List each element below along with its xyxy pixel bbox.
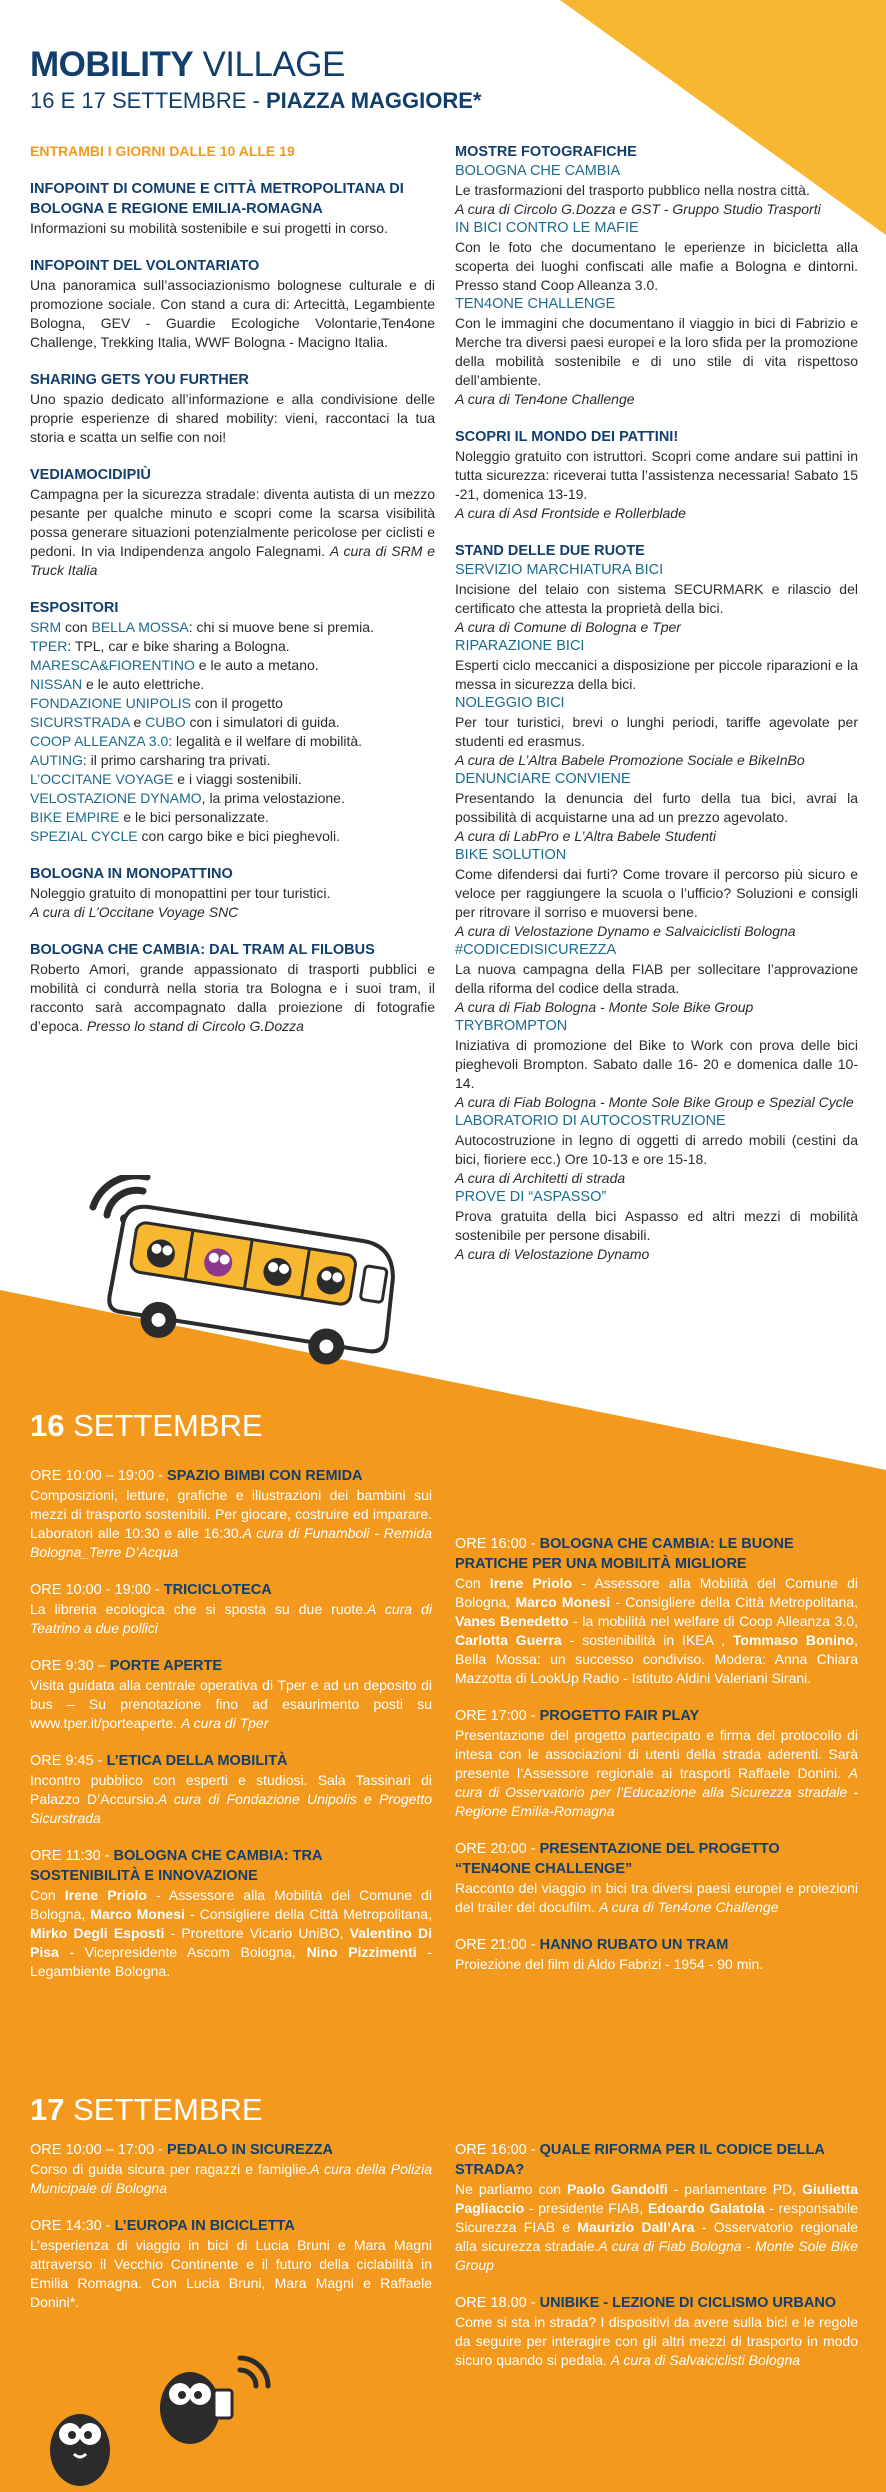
exhibitor-item [30,770,435,789]
event-heading [455,1935,858,1955]
event-heading [455,2140,858,2180]
mascot-illustration [40,2350,300,2490]
exhibitor-item [30,713,435,732]
section-mostre [455,142,858,409]
event-text [455,1879,858,1917]
sub-text: Autocostruzione in legno di oggetti di arredo mobili (cestini da bici, fioriere ecc.) Ore 10-13 e ore 15-18. [455,1132,858,1167]
event-time: ORE 9:45 - [30,1753,107,1769]
event-item [455,1534,858,1688]
section-heading: SHARING GETS YOU FURTHER [30,372,249,388]
event-title: PORTE APERTE [109,1658,223,1674]
sub-item [455,561,858,637]
event-title: UNIBIKE - LEZIONE DI CICLISMO URBANO [539,2295,837,2311]
exhibitor-text: , la prima velostazione. [201,790,345,806]
sub-heading: PROVE DI “ASPASSO” [455,1189,607,1205]
event-text [30,1886,432,1981]
event-item [455,1706,858,1821]
exhibitor-text: e le bici personalizzate. [119,809,269,825]
exhibitor-item [30,675,435,694]
event-title: PROGETTO FAIR PLAY [539,1708,700,1724]
section-heading: ESPOSITORI [30,600,119,616]
event-time: ORE 16:00 - [455,2142,540,2158]
exhibitor-item [30,732,435,751]
sub-item [455,694,858,770]
exhibitor-name: CUBO [145,714,186,730]
sub-text: Con le foto che documentano le eperienze in bicicletta alla scoperta dei luoghi confiscati alle mafie a Bologna e dintorni. Presso stand Coop Alleanza 3.0. [455,239,858,293]
credit: A cura de L’Altra Babele Promozione Sociale e BikeInBo [455,752,805,768]
event-description: La libreria ecologica che si sposta su due ruote. [30,1601,367,1617]
credit: A cura di Velostazione Dynamo e Salvaiciclisti Bologna [455,923,796,939]
section-sharing [30,370,435,447]
event-text [30,1600,432,1638]
credit: A cura di Ten4one Challenge [598,1899,779,1915]
sub-heading: #CODICEDISICUREZZA [455,942,617,958]
event-description: Ne parliamo con Paolo Gandolfi - parlamentare PD, Giulietta Pagliaccio - presidente FIAB, Edoardo Galatola - responsabile Sicurezza FIAB e Maurizio Dall’Ara - Osservatorio regionale alla sicurezza stradale. [455,2181,859,2254]
event-time: ORE 16:00 - [455,1536,540,1552]
section-heading: VEDIAMOCIDIPIÙ [30,467,151,483]
event-time: ORE 10:00 – 19:00 - [30,1468,168,1484]
exhibitor-name: BELLA MOSSA [91,619,189,635]
sub-item [455,295,858,409]
sub-text: La nuova campagna della FIAB per sollecitare l’approvazione della riforma del codice della strada. [455,961,858,996]
event-heading [455,2293,858,2313]
exhibitor-name: NISSAN [30,676,83,692]
event-heading [30,2140,432,2160]
credit: A cura di Fiab Bologna - Monte Sole Bike Group e Spezial Cycle [455,1094,854,1110]
event-item [30,1656,432,1733]
section-heading: MOSTRE FOTOGRAFICHE [455,144,637,160]
section-heading: STAND DELLE DUE RUOTE [455,543,645,559]
exhibitor-item [30,694,435,713]
exhibitor-name: BIKE EMPIRE [30,809,120,825]
event-description: Incontro pubblico con esperti e studiosi. Sala Tassinari di Palazzo D’Accursio. [30,1772,432,1807]
sub-heading: BIKE SOLUTION [455,847,567,863]
event-time: ORE 9:30 – [30,1658,110,1674]
event-title: HANNO RUBATO UN TRAM [539,1937,729,1953]
exhibitor-name: FONDAZIONE UNIPOLIS [30,695,192,711]
section-infopoint-volontariato [30,256,435,352]
section-espositori [30,598,435,846]
event-text [455,1955,858,1974]
sub-item [455,846,858,941]
day-16-right-events [455,1534,858,1992]
credit: A cura di Fiab Bologna - Monte Sole Bike Group [455,2238,858,2273]
exhibitor-item [30,751,435,770]
exhibitor-text: con i simulatori di guida. [185,714,340,730]
event-title: PEDALO IN SICUREZZA [167,2142,333,2158]
sub-item [455,219,858,295]
section-text: Noleggio gratuito di monopattini per tour turistici. [30,885,331,901]
exhibitor-name: TPER [30,638,68,654]
sub-heading: BOLOGNA CHE CAMBIA [455,163,621,179]
exhibitor-text: e i viaggi sostenibili. [173,771,302,787]
event-heading [455,1706,858,1726]
exhibitor-item [30,789,435,808]
section-vediamoci [30,465,435,580]
credit: A cura di Ten4one Challenge [455,391,635,407]
event-time: ORE 11:30 - [30,1848,114,1864]
exhibitor-text: e le auto a metano. [194,657,319,673]
event-item [30,1466,432,1562]
event-title: QUALE RIFORMA PER IL CODICE DELLA STRADA? [455,2142,825,2178]
day-16-heading: 16 SETTEMBRE [30,1408,263,1443]
exhibitor-name: SRM [30,619,62,635]
section-tram [30,940,435,1036]
credit: A cura di Circolo G.Dozza e GST - Gruppo Studio Trasporti [455,201,821,217]
sub-heading: LABORATORIO DI AUTOCOSTRUZIONE [455,1113,726,1129]
event-time: ORE 20:00 - [455,1841,540,1857]
exhibitor-text: : TPL, car e bike sharing a Bologna. [67,638,290,654]
event-description: Corso di guida sicura per ragazzi e famiglie. [30,2161,311,2177]
section-heading: SCOPRI IL MONDO DEI PATTINI! [455,429,679,445]
event-dates: 16 E 17 SETTEMBRE - PIAZZA MAGGIORE* [30,88,482,113]
exhibitor-text: con cargo bike e bici pieghevoli. [137,828,340,844]
event-item [455,2293,858,2370]
sub-heading: TEN4ONE CHALLENGE [455,296,616,312]
sub-heading: TRYBROMPTON [455,1018,568,1034]
exhibitor-text: : legalità e il welfare di mobilità. [168,733,363,749]
sub-heading: IN BICI CONTRO LE MAFIE [455,220,639,236]
day-17-heading: 17 SETTEMBRE [30,2092,263,2127]
event-description: Con Irene Priolo - Assessore alla Mobilità del Comune di Bologna, Marco Monesi - Consigliere della Città Metropolitana, Vanes Benedetto - la mobilità nel welfare di Coop Alleanza 3.0, Carlotta Guerra - sostenibilità in IKEA , Tommaso Bonino, Bella Mossa: un successo condiviso. Modera: Anna Chiara Mazzotta di LookUp Radio - Istituto Aldini Valeriani Sirani. [455,1575,858,1686]
credit: A cura di Fondazione Unipolis e Progetto Sicurstrada [30,1791,432,1826]
event-text [30,2236,432,2312]
event-text [455,2313,858,2370]
event-time: ORE 17:00 - [455,1708,540,1724]
section-text: Una panoramica sull’associazionismo bolognese culturale e di promozione sociale. Con stand a cura di: Artecittà, Legambiente Bologna, GEV - Guardie Ecologiche Volontarie,Ten4one Challenge, Trekking Italia, WWF Bologna - Macigno Italia. [30,277,435,350]
owl-mascot-icon [50,2414,110,2486]
event-heading [30,1656,432,1676]
event-text [455,2180,858,2275]
event-heading [30,1580,432,1600]
event-text [30,1771,432,1828]
event-description: Proiezione del film di Aldo Fabrizi - 1954 - 90 min. [455,1956,764,1972]
event-description: L’esperienza di viaggio in bici di Lucia Bruni e Mara Magni attraverso il Vecchio Continente e il futuro della ciclabilità in Emilia Romagna. Con Lucia Bruni, Mara Magni e Raffaele Donini*. [30,2237,432,2310]
section-heading: INFOPOINT DEL VOLONTARIATO [30,258,260,274]
exhibitor-name: SPEZIAL CYCLE [30,828,138,844]
event-description: Con Irene Priolo - Assessore alla Mobilità del Comune di Bologna, Marco Monesi - Consigliere della Città Metropolitana, Mirko Degli Esposti - Prorettore Vicario UniBO, Valentino Di Pisa - Vicepresidente Ascom Bologna, Nino Pizzimenti - Legambiente Bologna. [30,1887,432,1979]
credit: A cura di Teatrino a due pollici [30,1601,433,1636]
credit: A cura di Velostazione Dynamo [455,1246,650,1262]
credit: A cura di L’Occitane Voyage SNC [30,904,239,920]
section-heading: BOLOGNA IN MONOPATTINO [30,866,233,882]
exhibitor-text: e le auto elettriche. [82,676,205,692]
sub-text: Con le immagini che documentano il viaggio in bici di Fabrizio e Merche tra diversi paesi europei e la loro sfida per la promozione della mobilità sostenibile e di uno stile di vita rispettoso dell’ambiente. [455,315,858,388]
credit: A cura di Fiab Bologna - Monte Sole Bike Group [455,999,754,1015]
section-ruote [455,541,858,1264]
exhibitor-list [30,618,435,846]
sub-text: Presentando la denuncia del furto della tua bici, avrai la possibilità di acquistarne una ad un prezzo agevolato. [455,790,858,825]
credit: A cura di LabPro e L’Altra Babele Studenti [455,828,716,844]
section-text: Uno spazio dedicato all’informazione e alla condivisione delle proprie esperienze di shared mobility: vieni, raccontaci la tua storia e scatta un selfie con noi! [30,391,435,445]
sub-text: Iniziativa di promozione del Bike to Work con prova delle bici pieghevoli Brompton. Sabato dalle 16- 20 e domenica dalle 10-14. [455,1037,858,1091]
day-17-right-events [455,2140,858,2388]
event-heading [455,1534,858,1574]
exhibition-list [455,162,858,409]
exhibitor-item [30,637,435,656]
event-title: L’EUROPA IN BICICLETTA [114,2218,295,2234]
event-title: L’ETICA DELLA MOBILITÀ [106,1753,288,1769]
event-item [30,2140,432,2198]
exhibitor-item [30,827,435,846]
section-text: Campagna per la sicurezza stradale: diventa autista di un mezzo pesante per qualche minuto e scopri come la scarsa visibilità possa generare situazioni potenzialmente pericolose per ciclisti e pedoni. In via Indipendenza angolo Falegnami. A cura di SRM e Truck Italia [30,486,435,578]
section-text: Informazioni su mobilità sostenibile e sui progetti in corso. [30,220,388,236]
event-item [30,2216,432,2312]
sub-text: Prova gratuita della bici Aspasso ed altri mezzi di mobilità sostenibile per persone disabili. [455,1208,858,1243]
event-time: ORE 10:00 - 19:00 - [30,1582,164,1598]
sub-item [455,1188,858,1264]
event-title: BOLOGNA CHE CAMBIA: TRA SOSTENIBILITÀ E INNOVAZIONE [30,1848,322,1884]
sub-text: Per tour turistici, brevi o lunghi periodi, tariffe agevolate per studenti ed erasmus. [455,714,858,749]
section-heading: BOLOGNA CHE CAMBIA: DAL TRAM AL FILOBUS [30,942,375,958]
exhibitor-text: con il progetto [191,695,283,711]
exhibitor-name: AUTING [30,752,83,768]
credit: A cura della Polizia Municipale di Bologna [30,2161,432,2196]
event-item [30,1751,432,1828]
event-heading [30,1846,432,1886]
owl-mascot-icon [160,2372,232,2444]
exhibitor-text: : il primo carsharing tra privati. [82,752,271,768]
sub-item [455,770,858,846]
event-text [30,1486,432,1562]
event-description: Visita guidata alla centrale operativa di Tper e ad un deposito di bus – Su prenotazione fino ad esaurimento posti su www.tper.it/porteaperte. [30,1677,432,1731]
event-time: ORE 21:00 - [455,1937,540,1953]
credit: A cura di Osservatorio per l’Educazione alla Sicurezza stradale - Regione Emilia-Romagna [455,1765,858,1819]
event-heading [30,1466,432,1486]
event-text [455,1574,858,1688]
sub-item [455,162,858,219]
event-text [455,1726,858,1821]
credit: A cura di SRM e Truck Italia [30,543,435,578]
event-title: PRESENTAZIONE DEL PROGETTO “TEN4ONE CHALLENGE” [455,1841,780,1877]
bike-stand-list [455,561,858,1264]
right-column [455,142,858,1282]
sub-text: Le trasformazioni del trasporto pubblico nella nostra città. [455,182,810,198]
event-item [455,1935,858,1974]
sub-heading: NOLEGGIO BICI [455,695,565,711]
event-description: Composizioni, letture, grafiche e illustrazioni dei bambini sui mezzi di trasporto sostenibili. Per giocare, costruire ed imparare. Laboratori alle 10:30 e alle 16:30. [30,1487,432,1541]
both-days-label: ENTRAMBI I GIORNI DALLE 10 ALLE 19 [30,143,295,159]
wifi-icon [240,2358,268,2386]
sub-text: Come difendersi dai furti? Come trovare il percorso più sicuro e veloce per raggiungere la scuola o l’ufficio? Soluzioni e consigli per ritrovare il sorriso e muoversi bene. [455,866,858,920]
event-time: ORE 10:00 – 17:00 - [30,2142,168,2158]
event-time: ORE 14:30 - [30,2218,115,2234]
exhibitor-name: MARESCA&FIORENTINO [30,657,195,673]
event-item [455,2140,858,2275]
event-item [30,1580,432,1638]
left-column [30,142,435,1054]
event-item [455,1839,858,1917]
sub-heading: RIPARAZIONE BICI [455,638,585,654]
event-heading [30,1751,432,1771]
credit: A cura di Funamboli - Remida Bologna_Terre D’Acqua [30,1525,432,1560]
sub-item [455,637,858,694]
credit: Presso lo stand di Circolo G.Dozza [86,1018,304,1034]
exhibitor-text: : chi si muove bene si premia. [188,619,374,635]
day-17-left-events [30,2140,432,2330]
event-heading [455,1839,858,1879]
section-infopoint-comune [30,179,435,238]
day-16-left-events [30,1466,432,1999]
event-title: TRICICLOTECA [163,1582,272,1598]
exhibitor-item [30,656,435,675]
event-description: Come si sta in strada? I dispositivi da avere sulla bici e le regole da seguire per interagire con gli altri mezzi di trasporto in modo sicuro quando si pedala. [455,2314,858,2368]
credit: A cura di Salvaiciclisti Bologna [610,2352,801,2368]
event-time: ORE 18.00 - [455,2295,540,2311]
section-text: Roberto Amori, grande appassionato di trasporti pubblici e mobilità ci condurrà nella storia tra Bologna e i suoi tram, il racconto sarà accompagnato dalla proiezione di fotografie d’epoca. Presso lo stand di Circolo G.Dozza [30,961,435,1034]
exhibitor-text: con [61,619,92,635]
exhibitor-item [30,618,435,637]
exhibitor-name: COOP ALLEANZA 3.0 [30,733,169,749]
sub-item [455,1017,858,1112]
page-title: MOBILITY VILLAGE [30,45,345,84]
event-title: BOLOGNA CHE CAMBIA: LE BUONE PRATICHE PER UNA MOBILITÀ MIGLIORE [455,1536,794,1572]
section-pattini [455,427,858,523]
section-heading: INFOPOINT DI COMUNE E CITTÀ METROPOLITANA DI BOLOGNA E REGIONE EMILIA-ROMAGNA [30,181,404,217]
exhibitor-name: L’OCCITANE VOYAGE [30,771,174,787]
event-item [30,1846,432,1981]
sub-heading: SERVIZIO MARCHIATURA BICI [455,562,664,578]
event-description: Racconto del viaggio in bici tra diversi paesi europei e proiezioni del trailer del docufilm. [455,1880,858,1915]
section-monopattino [30,864,435,922]
event-description: Presentazione del progetto partecipato e firma del protocollo di intesa con le associazioni di utenti della strada aderenti. Sarà presente l’Assessore regionale ai trasporti Raffaele Donini. [455,1727,858,1781]
exhibitor-name: SICURSTRADA [30,714,130,730]
event-title: SPAZIO BIMBI CON REMIDA [167,1468,363,1484]
exhibitor-item [30,808,435,827]
event-text [30,1676,432,1733]
exhibitor-text: e [129,714,146,730]
credit: A cura di Asd Frontside e Rollerblade [455,505,686,521]
bus-illustration [85,1175,405,1365]
sub-item [455,941,858,1017]
credit: A cura di Architetti di strada [455,1170,626,1186]
event-text [30,2160,432,2198]
credit: A cura di Comune di Bologna e Tper [455,619,681,635]
header [30,46,510,114]
event-heading [30,2216,432,2236]
sub-item [455,1112,858,1188]
sub-text: Incisione del telaio con sistema SECURMARK e rilascio del certificato che attesta la proprietà della bici. [455,581,858,616]
sub-heading: DENUNCIARE CONVIENE [455,771,631,787]
sub-text: Esperti ciclo meccanici a disposizione per piccole riparazioni e la messa in sicurezza della bici. [455,657,858,692]
exhibitor-name: VELOSTAZIONE DYNAMO [30,790,202,806]
credit: A cura di Tper [180,1715,269,1731]
section-text: Noleggio gratuito con istruttori. Scopri come andare sui pattini in tutta sicurezza: riceverai tutta l’assistenza necessaria! Sabato 15 -21, domenica 13-19. [455,448,858,502]
